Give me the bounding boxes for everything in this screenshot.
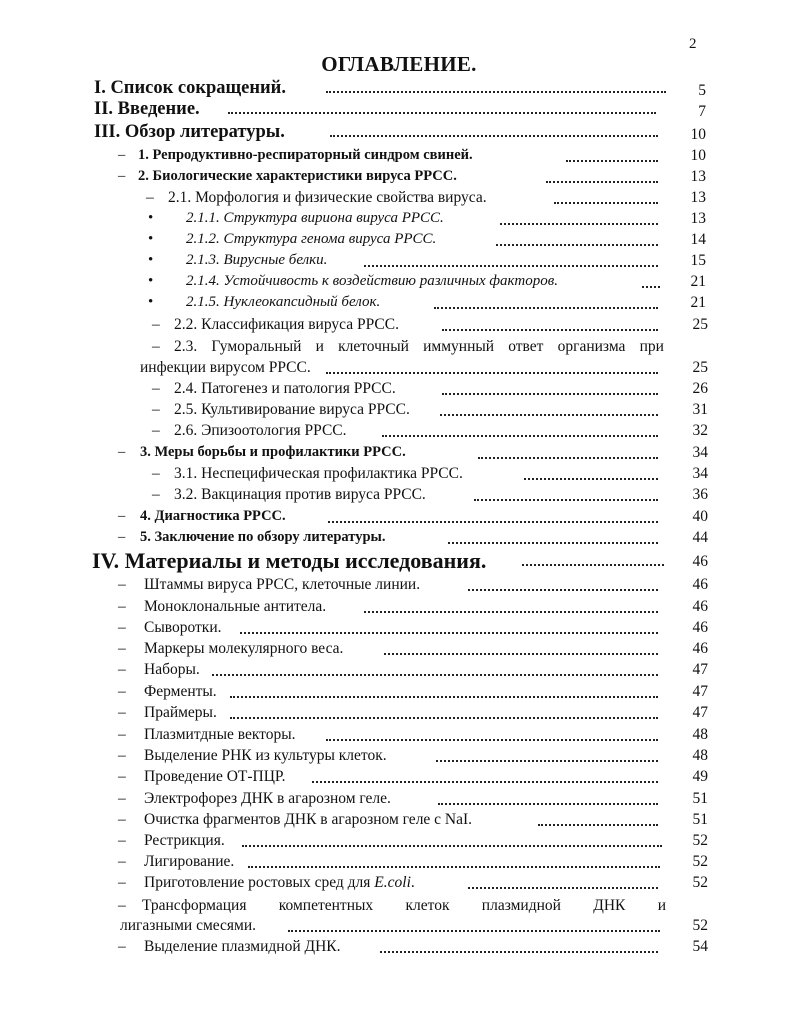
dash-marker: – bbox=[152, 316, 160, 333]
word: при bbox=[639, 338, 664, 355]
dash-marker: – bbox=[152, 422, 160, 439]
dash-marker: – bbox=[118, 811, 126, 828]
word: иммунный bbox=[423, 338, 495, 355]
toc-entry-text: лигазными смесями. bbox=[120, 917, 257, 934]
toc-entry-text: II. Введение. bbox=[94, 99, 200, 119]
toc-page-number: 25 bbox=[692, 316, 708, 333]
dash-marker: – bbox=[118, 598, 126, 615]
toc-page-number: 21 bbox=[690, 273, 706, 290]
toc-entry bbox=[118, 768, 714, 788]
word: Трансформация bbox=[142, 897, 247, 914]
word: 2.3. bbox=[174, 338, 198, 355]
toc-entry-text: Штаммы вируса РРСС, клеточные линии. bbox=[144, 576, 421, 593]
leader-dots bbox=[478, 444, 658, 459]
toc-entry-text bbox=[144, 874, 415, 892]
leader-dots bbox=[230, 704, 658, 719]
toc-entry-text: Лигирование. bbox=[144, 853, 235, 870]
dash-marker: – bbox=[152, 401, 160, 418]
toc-entry-text: Выделение плазмидной ДНК. bbox=[144, 938, 341, 955]
toc-page-number: 46 bbox=[692, 553, 708, 570]
toc-entry-text: 2.1.4. Устойчивость к воздействию различных факторов. bbox=[186, 273, 558, 289]
toc-page-number: 5 bbox=[698, 82, 706, 99]
toc-entry-text: 1. Репродуктивно-респираторный синдром свиней. bbox=[138, 147, 473, 163]
toc-page-number: 32 bbox=[692, 422, 708, 439]
dash-marker: – bbox=[146, 189, 154, 206]
leader-dots bbox=[364, 252, 658, 267]
toc-entry-text: 2.1.1. Структура вириона вируса РРСС. bbox=[186, 210, 444, 226]
toc-page-number: 13 bbox=[690, 210, 706, 227]
leader-dots bbox=[330, 122, 658, 137]
leader-dots bbox=[240, 619, 658, 634]
toc-page-number: 48 bbox=[692, 726, 708, 743]
dash-marker: – bbox=[118, 790, 126, 807]
leader-dots bbox=[566, 147, 658, 162]
dash-marker: – bbox=[118, 619, 126, 636]
toc-entry-text: 2.4. Патогенез и патология РРСС. bbox=[174, 380, 396, 397]
toc-entry bbox=[118, 619, 714, 639]
word: Гуморальный bbox=[211, 338, 302, 355]
toc-entry bbox=[118, 640, 714, 660]
toc-page-number: 13 bbox=[690, 189, 706, 206]
toc-entry-text: Плазмитдные векторы. bbox=[144, 726, 296, 743]
toc-page-number: 21 bbox=[690, 294, 706, 311]
dash-marker: – bbox=[152, 338, 160, 355]
leader-dots bbox=[538, 811, 658, 826]
leader-dots bbox=[384, 640, 658, 655]
dash-marker: – bbox=[118, 726, 126, 743]
toc-entry-text: 2. Биологические характеристики вируса РРСС. bbox=[138, 168, 457, 184]
toc-entry-text: Сыворотки. bbox=[144, 619, 222, 636]
toc-page-number: 44 bbox=[692, 529, 708, 546]
text-end: . bbox=[410, 874, 415, 891]
toc-page-number: 46 bbox=[692, 640, 708, 657]
word: клеток bbox=[405, 897, 450, 914]
leader-dots bbox=[524, 465, 658, 480]
dash-marker: – bbox=[152, 486, 160, 503]
toc-entry-text-line1 bbox=[142, 897, 666, 915]
toc-entry bbox=[118, 444, 714, 464]
dash-marker: – bbox=[118, 874, 126, 891]
leader-dots bbox=[500, 210, 658, 225]
dash-marker: – bbox=[118, 444, 126, 460]
toc-page-number: 10 bbox=[690, 147, 706, 164]
toc-entry-text: III. Обзор литературы. bbox=[94, 122, 285, 142]
toc-page-number: 54 bbox=[692, 938, 708, 955]
toc-page-number: 46 bbox=[692, 619, 708, 636]
toc-page-number: 47 bbox=[692, 683, 708, 700]
toc-page-number: 34 bbox=[692, 444, 708, 461]
toc-entry-text: 3.2. Вакцинация против вируса РРСС. bbox=[174, 486, 426, 503]
toc-page-number: 31 bbox=[692, 401, 708, 418]
toc-entry bbox=[148, 231, 714, 251]
toc-entry bbox=[118, 747, 714, 767]
toc-page-number: 15 bbox=[690, 252, 706, 269]
dash-marker: – bbox=[118, 661, 126, 678]
toc-entry-text: Проведение ОТ-ПЦР. bbox=[144, 768, 286, 785]
leader-dots bbox=[212, 661, 658, 676]
toc-entry bbox=[146, 486, 714, 506]
toc-entry bbox=[118, 147, 714, 167]
toc-entry bbox=[94, 122, 714, 146]
toc-entry-text: 2.1.3. Вирусные белки. bbox=[186, 252, 328, 268]
toc-entry bbox=[118, 529, 714, 549]
toc-entry-text: 4. Диагностика РРСС. bbox=[140, 508, 286, 524]
word: ДНК bbox=[593, 897, 626, 914]
toc-entry bbox=[146, 189, 714, 209]
leader-dots bbox=[434, 294, 658, 309]
toc-entry bbox=[146, 465, 714, 485]
word: организма bbox=[557, 338, 626, 355]
toc-entry bbox=[118, 598, 714, 618]
toc-entry bbox=[148, 273, 714, 293]
toc-page-number: 47 bbox=[692, 704, 708, 721]
leader-dots bbox=[438, 790, 658, 805]
toc-entry bbox=[118, 576, 714, 596]
leader-dots bbox=[312, 768, 658, 783]
bullet-marker: • bbox=[148, 210, 154, 226]
leader-dots bbox=[442, 316, 658, 331]
leader-dots bbox=[242, 832, 662, 847]
toc-entry-text: 2.6. Эпизоотология РРСС. bbox=[174, 422, 347, 439]
leader-dots bbox=[230, 683, 658, 698]
toc-entry bbox=[118, 683, 714, 703]
toc-page-number: 52 bbox=[692, 874, 708, 891]
toc-entry-text: Ферменты. bbox=[144, 683, 217, 700]
toc-entry-text: Электрофорез ДНК в агарозном геле. bbox=[144, 790, 391, 807]
toc-entry-text: 2.1.2. Структура генома вируса РРСС. bbox=[186, 231, 437, 247]
toc-entry bbox=[146, 422, 714, 442]
word: компетентных bbox=[278, 897, 374, 914]
toc-entry bbox=[118, 938, 714, 958]
toc-entry-text: 3.1. Неспецифическая профилактика РРСС. bbox=[174, 465, 463, 482]
leader-dots bbox=[288, 917, 660, 932]
toc-entry-text: 3. Меры борьбы и профилактики РРСС. bbox=[140, 444, 406, 460]
toc-entry-text: Рестрикция. bbox=[144, 832, 225, 849]
toc-entry bbox=[118, 874, 714, 894]
leader-dots bbox=[364, 598, 658, 613]
leader-dots bbox=[474, 486, 658, 501]
toc-entry bbox=[118, 704, 714, 724]
toc-entry bbox=[118, 726, 714, 746]
dash-marker: – bbox=[118, 897, 126, 914]
toc-entry bbox=[92, 548, 714, 576]
toc-page-number: 10 bbox=[690, 126, 706, 143]
toc-page-number: 48 bbox=[692, 747, 708, 764]
dash-marker: – bbox=[118, 529, 126, 545]
toc-page-number: 52 bbox=[692, 832, 708, 849]
dash-marker: – bbox=[118, 853, 126, 870]
dash-marker: – bbox=[118, 832, 126, 849]
dash-marker: – bbox=[118, 147, 126, 163]
word: и bbox=[657, 897, 666, 914]
toc-entry-text-line1 bbox=[174, 338, 664, 356]
word: клеточный bbox=[338, 338, 409, 355]
bullet-marker: • bbox=[148, 294, 154, 310]
toc-page-number: 40 bbox=[692, 508, 708, 525]
toc-page-number: 25 bbox=[692, 359, 708, 376]
toc-page-number: 52 bbox=[692, 917, 708, 934]
toc-entry-line2 bbox=[140, 359, 714, 379]
toc-entry bbox=[118, 508, 714, 528]
dash-marker: – bbox=[118, 168, 126, 184]
toc-page-number: 46 bbox=[692, 576, 708, 593]
toc-entry bbox=[148, 252, 714, 272]
dash-marker: – bbox=[118, 508, 126, 524]
leader-dots bbox=[642, 273, 660, 288]
dash-marker: – bbox=[118, 704, 126, 721]
word: плазмидной bbox=[481, 897, 561, 914]
leader-dots bbox=[326, 726, 658, 741]
toc-page-number: 7 bbox=[698, 103, 706, 120]
leader-dots bbox=[468, 874, 658, 889]
toc-entry-text: Наборы. bbox=[144, 661, 200, 678]
toc-page-number: 49 bbox=[692, 768, 708, 785]
leader-dots bbox=[522, 548, 664, 566]
toc-page-number: 13 bbox=[690, 168, 706, 185]
leader-dots bbox=[436, 747, 658, 762]
word: ответ bbox=[508, 338, 544, 355]
toc-page-number: 34 bbox=[692, 465, 708, 482]
page-title: ОГЛАВЛЕНИЕ. bbox=[321, 52, 477, 76]
toc-entry-text: IV. Материалы и методы исследования. bbox=[92, 548, 487, 573]
leader-dots bbox=[326, 78, 666, 93]
toc-entry-line2 bbox=[120, 917, 714, 937]
toc-entry-text: 2.1.5. Нуклеокапсидный белок. bbox=[186, 294, 381, 310]
toc-entry bbox=[118, 853, 714, 873]
toc-page-number: 46 bbox=[692, 598, 708, 615]
toc-entry-text: 5. Заключение по обзору литературы. bbox=[140, 529, 386, 545]
toc-entry-text: 2.2. Классификация вируса РРСС. bbox=[174, 316, 399, 333]
toc-entry bbox=[146, 380, 714, 400]
toc-page-number: 51 bbox=[692, 790, 708, 807]
toc-entry-text: Очистка фрагментов ДНК в агарозном геле с NaI. bbox=[144, 811, 473, 828]
toc-entry bbox=[146, 401, 714, 421]
page-number: 2 bbox=[689, 36, 697, 52]
toc-entry-text: Маркеры молекулярного веса. bbox=[144, 640, 344, 657]
toc-entry-text: Праймеры. bbox=[144, 704, 217, 721]
leader-dots bbox=[328, 508, 658, 523]
text-main: Приготовление ростовых сред для bbox=[144, 874, 375, 891]
leader-dots bbox=[326, 359, 658, 374]
leader-dots bbox=[442, 380, 658, 395]
dash-marker: – bbox=[118, 640, 126, 657]
dash-marker: – bbox=[152, 380, 160, 397]
dash-marker: – bbox=[118, 747, 126, 764]
leader-dots bbox=[440, 401, 658, 416]
dash-marker: – bbox=[118, 938, 126, 955]
toc-entry bbox=[118, 168, 714, 188]
leader-dots bbox=[248, 853, 660, 868]
leader-dots bbox=[382, 422, 658, 437]
toc-entry-text: Моноклональные антитела. bbox=[144, 598, 327, 615]
leader-dots bbox=[554, 189, 658, 204]
toc-entry bbox=[148, 210, 714, 230]
dash-marker: – bbox=[118, 768, 126, 785]
leader-dots bbox=[228, 99, 656, 114]
toc-entry-text: I. Список сокращений. bbox=[94, 78, 286, 98]
leader-dots bbox=[380, 938, 658, 953]
toc-entry bbox=[118, 811, 714, 831]
toc-page-number: 26 bbox=[692, 380, 708, 397]
toc-entry bbox=[118, 790, 714, 810]
dash-marker: – bbox=[118, 683, 126, 700]
toc-entry bbox=[118, 661, 714, 681]
toc-entry bbox=[146, 316, 714, 336]
dash-marker: – bbox=[118, 576, 126, 593]
toc-entry-text: 2.5. Культивирование вируса РРСС. bbox=[174, 401, 410, 418]
toc-entry-text: инфекции вирусом РРСС. bbox=[140, 359, 311, 376]
leader-dots bbox=[546, 168, 658, 183]
toc-entry bbox=[94, 99, 714, 123]
bullet-marker: • bbox=[148, 252, 154, 268]
word: и bbox=[315, 338, 324, 355]
toc-entry bbox=[118, 832, 714, 852]
toc-entry-text: 2.1. Морфология и физические свойства вируса. bbox=[168, 189, 487, 206]
bullet-marker: • bbox=[148, 273, 154, 289]
toc-page-number: 51 bbox=[692, 811, 708, 828]
toc-page-number: 14 bbox=[690, 231, 706, 248]
toc-entry-text: Выделение РНК из культуры клеток. bbox=[144, 747, 387, 764]
leader-dots bbox=[448, 529, 658, 544]
toc-entry bbox=[148, 294, 714, 314]
bullet-marker: • bbox=[148, 231, 154, 247]
toc-page-number: 36 bbox=[692, 486, 708, 503]
text-italic: E.coli bbox=[374, 874, 411, 891]
leader-dots bbox=[496, 231, 658, 246]
toc-page-number: 52 bbox=[692, 853, 708, 870]
dash-marker: – bbox=[152, 465, 160, 482]
toc-page-number: 47 bbox=[692, 661, 708, 678]
leader-dots bbox=[468, 576, 658, 591]
